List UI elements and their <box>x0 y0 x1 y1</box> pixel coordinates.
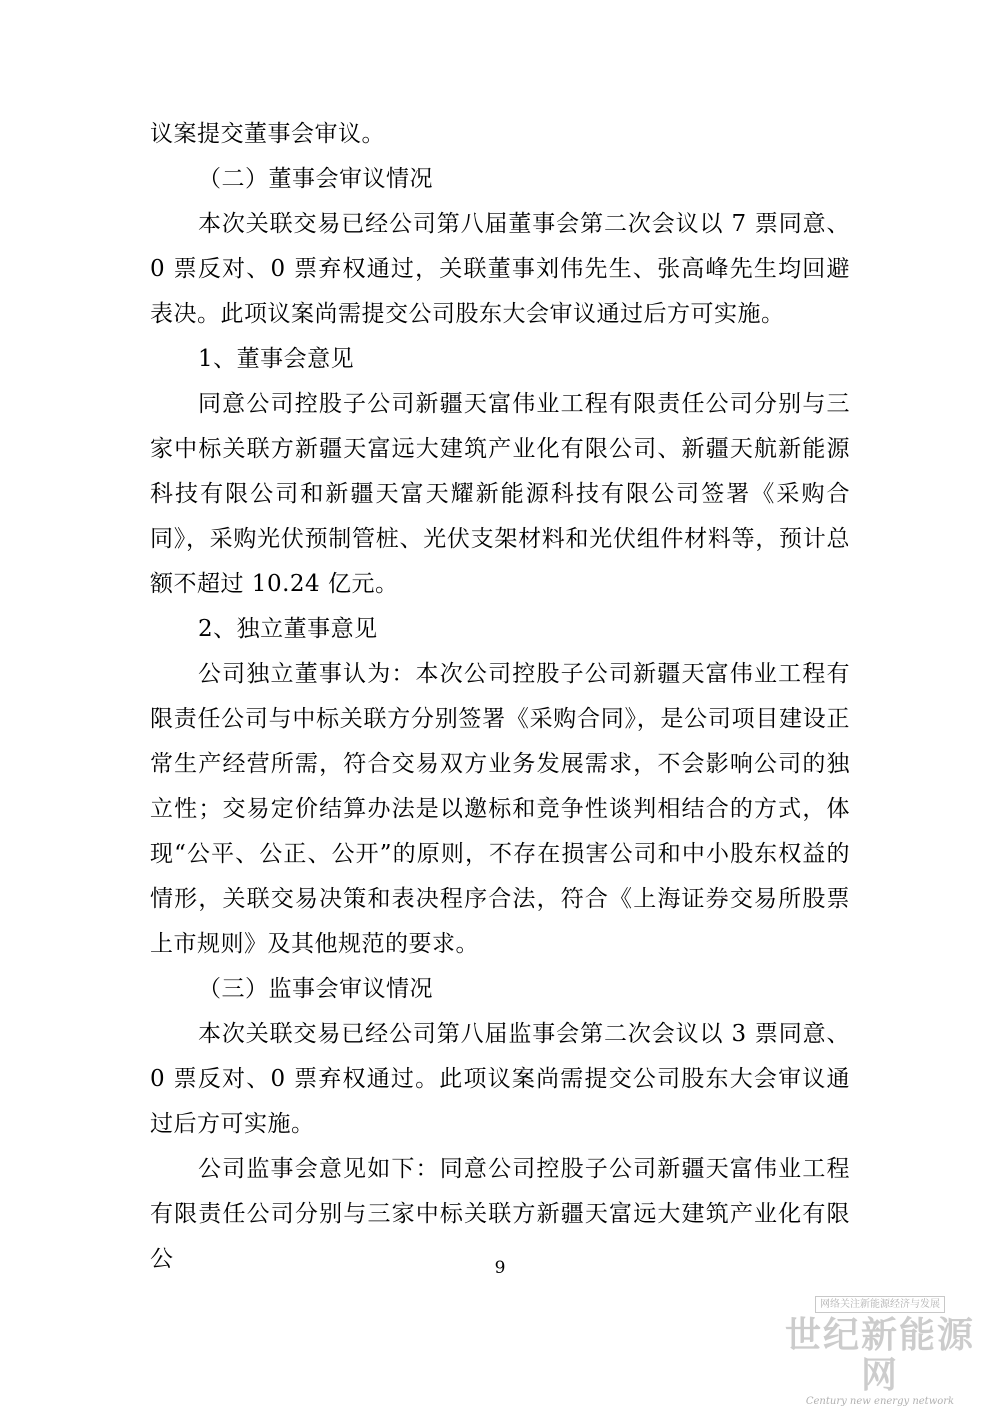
paragraph-independent-director-opinion: 公司独立董事认为：本次公司控股子公司新疆天富伟业工程有限责任公司与中标关联方分别签署《采购合同》，是公司项目建设正常生产经营所需，符合交易双方业务发展需求，不会影响公司的独立性；交易定价结算办法是以邀标和竞争性谈判相结合的方式，体现“公平、公正、公开”的原则，不存在损害公司和中小股东权益的情形，关联交易决策和表决程序合法，符合《上海证券交易所股票上市规则》及其他规范的要求。 <box>150 661 850 957</box>
paragraph-board-opinion: 同意公司控股子公司新疆天富伟业工程有限责任公司分别与三家中标关联方新疆天富远大建筑产业化有限公司、新疆天航新能源科技有限公司和新疆天富天耀新能源科技有限公司签署《采购合同》，采购光伏预制管桩、光伏支架材料和光伏组件材料等，预计总额不超过 10.24 亿元。 <box>150 391 850 597</box>
paragraph-supervisory-vote: 本次关联交易已经公司第八届监事会第二次会议以 3 票同意、0 票反对、0 票弃权通过。此项议案尚需提交公司股东大会审议通过后方可实施。 <box>150 1021 850 1137</box>
paragraph-board-vote: 本次关联交易已经公司第八届董事会第二次会议以 7 票同意、0 票反对、0 票弃权通过，关联董事刘伟先生、张高峰先生均回避表决。此项议案尚需提交公司股东大会审议通过后方可实施。 <box>150 211 850 327</box>
watermark-logo-text: 世纪新能源网 <box>784 1315 975 1396</box>
paragraph-supervisory-opinion: 公司监事会意见如下：同意公司控股子公司新疆天富伟业工程有限责任公司分别与三家中标关联方新疆天富远大建筑产业化有限公 <box>150 1156 850 1272</box>
paragraph-1: 议案提交董事会审议。 <box>150 121 385 147</box>
watermark-logo <box>780 1296 980 1408</box>
watermark-english: Century new energy network <box>805 1396 955 1407</box>
section-heading-board-review: （二）董事会审议情况 <box>198 166 433 192</box>
document-body <box>150 112 850 1282</box>
subheading-board-opinion: 1、董事会意见 <box>198 346 355 372</box>
page-number: 9 <box>494 1258 506 1278</box>
watermark-slogan: 网络关注新能源经济与发展 <box>815 1296 945 1313</box>
subheading-independent-director-opinion: 2、独立董事意见 <box>198 616 378 642</box>
section-heading-supervisory-review: （三）监事会审议情况 <box>198 976 433 1002</box>
